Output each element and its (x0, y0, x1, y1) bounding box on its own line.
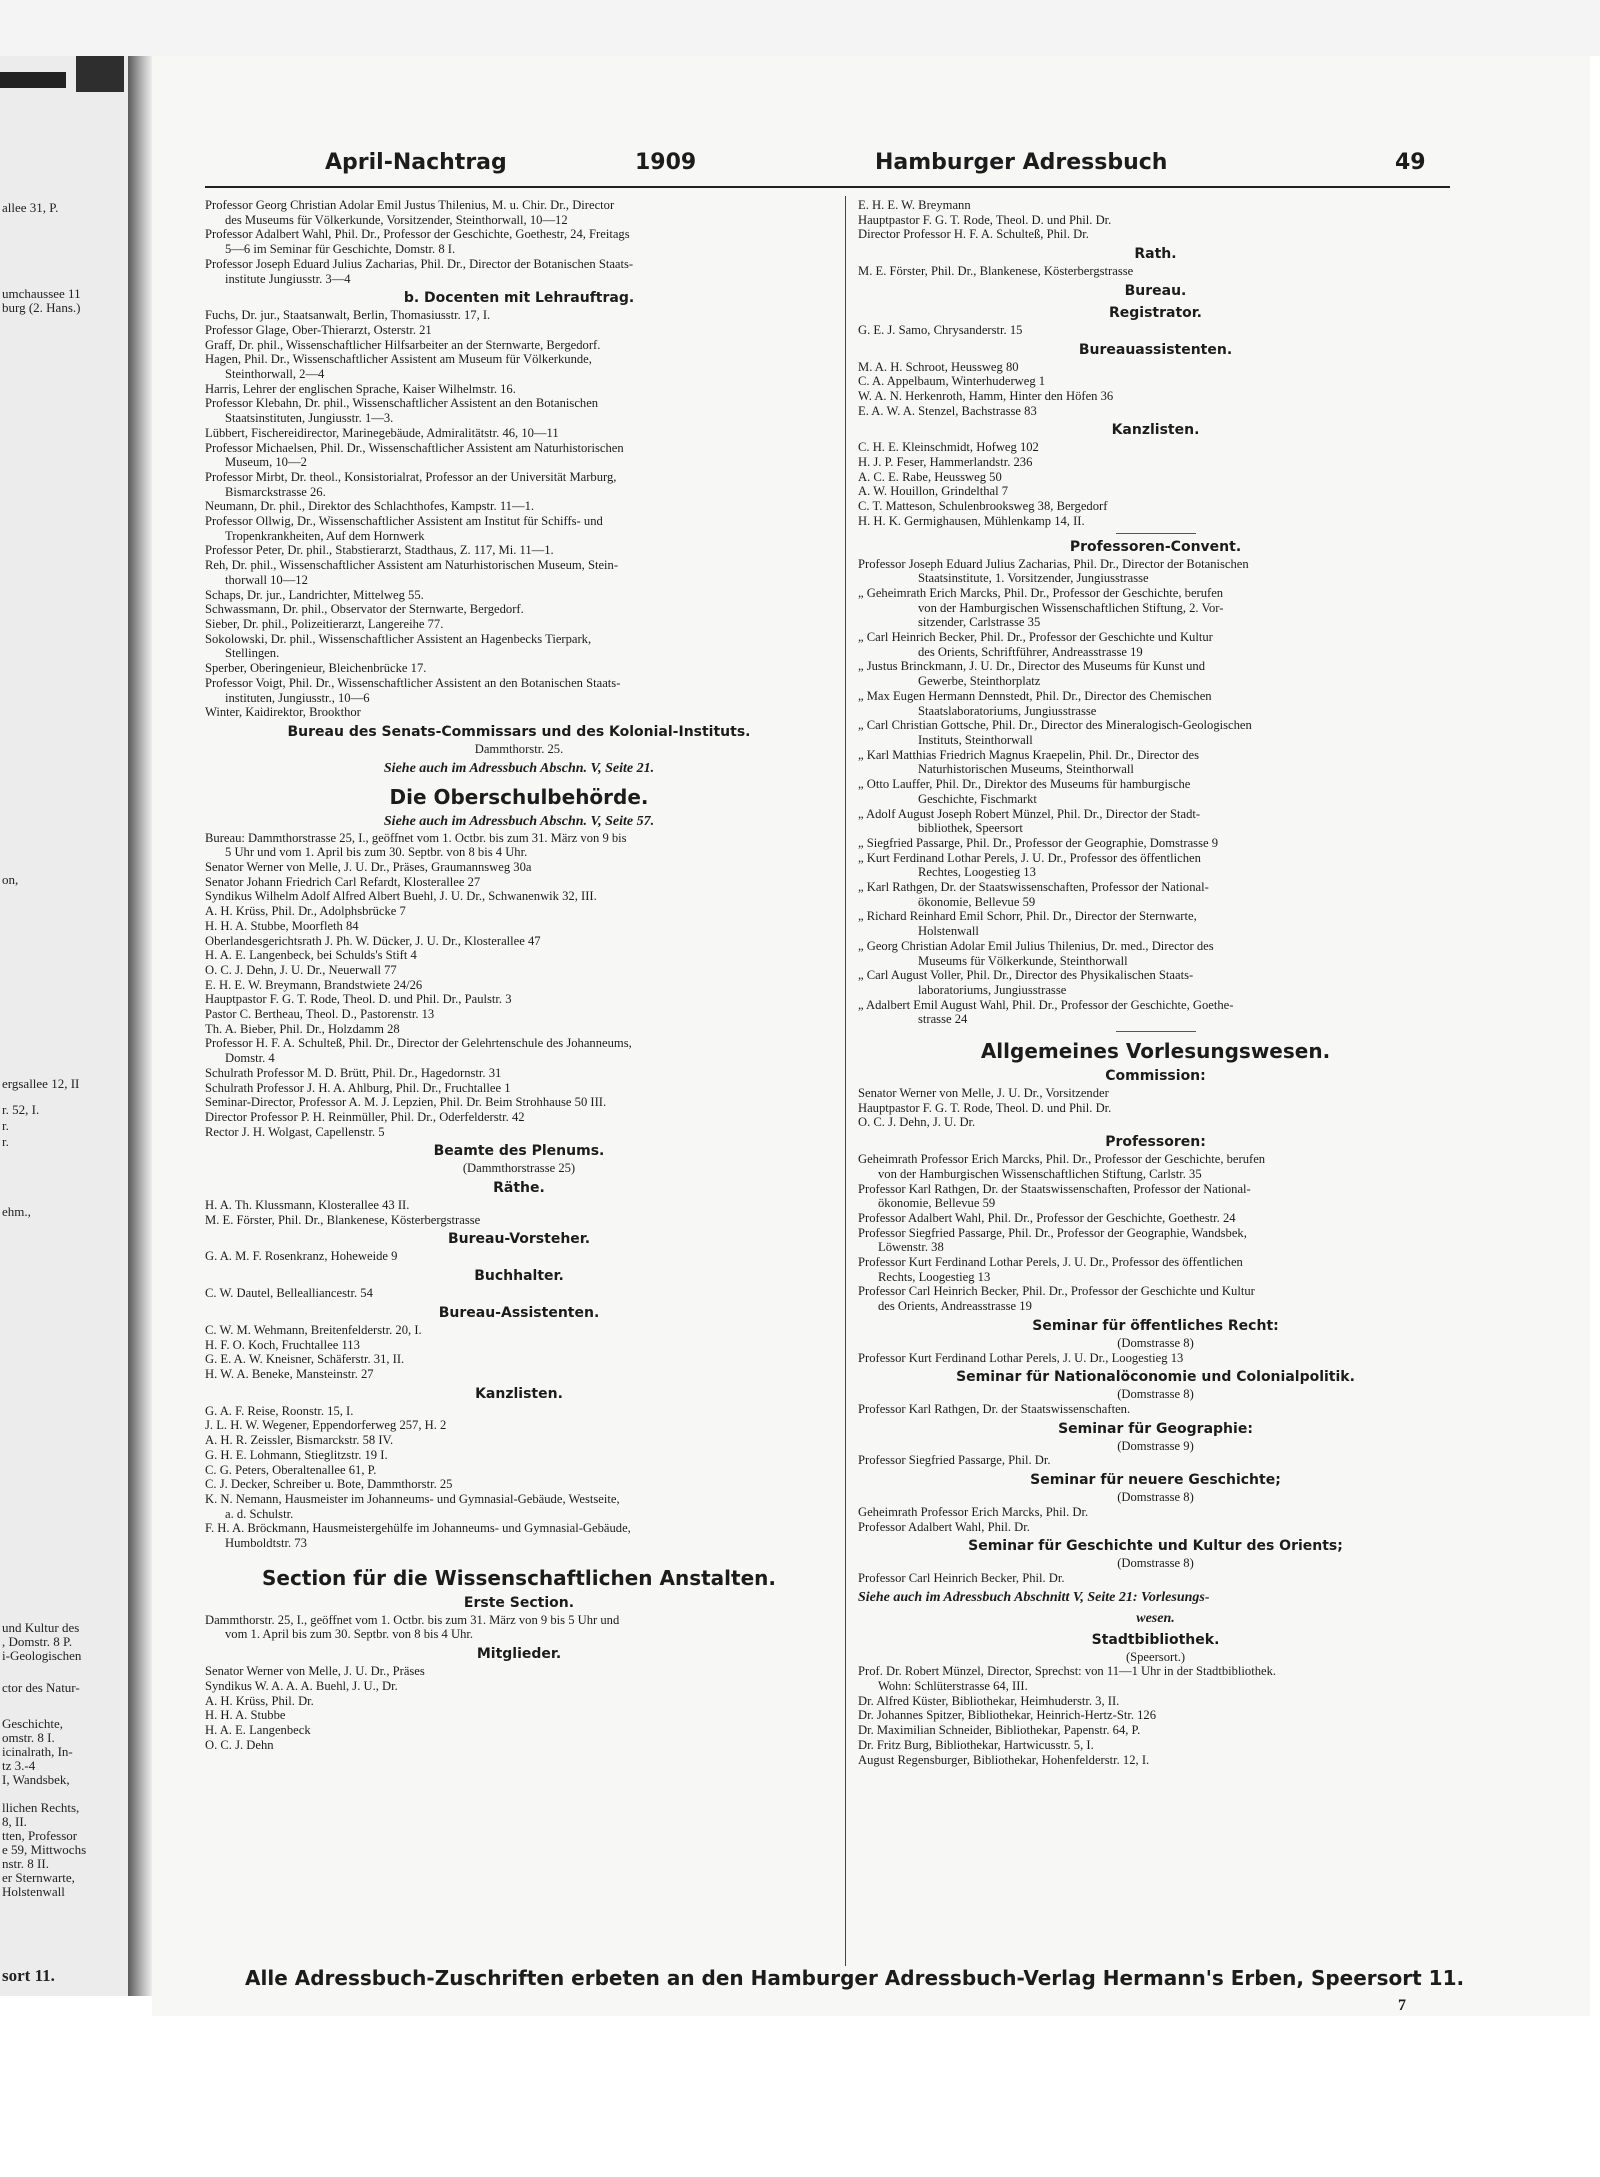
entry-continuation: Domstr. 4 (225, 1051, 275, 1066)
section-address: Dammthorstr. 25. (474, 741, 564, 756)
section-heading: Rath. (1134, 246, 1177, 263)
entry-continuation: bibliothek, Speersort (918, 821, 1023, 836)
header-section: April-Nachtrag (325, 150, 507, 175)
directory-entry: C. W. M. Wehmann, Breitenfelderstr. 20, I. (205, 1322, 422, 1337)
directory-entry: H. A. Th. Klussmann, Klosterallee 43 II. (205, 1198, 410, 1213)
directory-entry: Professor Carl Heinrich Becker, Phil. Dr. (858, 1570, 1065, 1585)
previous-page-text: tten, Professor (2, 1828, 78, 1843)
directory-entry: Professor Adalbert Wahl, Phil. Dr. (858, 1519, 1030, 1534)
directory-entry: Schulrath Professor J. H. A. Ahlburg, Phil. Dr., Fruchtallee 1 (205, 1080, 511, 1095)
directory-entry: Prof. Dr. Robert Münzel, Director, Sprechst: von 11—1 Uhr in der Stadtbibliothek. (858, 1664, 1277, 1679)
entry-continuation: des Museums für Völkerkunde, Vorsitzender, Steinthorwall, 10—12 (225, 212, 568, 227)
directory-entry: Dr. Johannes Spitzer, Bibliothekar, Heinrich-Hertz-Str. 126 (858, 1708, 1157, 1723)
section-heading: b. Docenten mit Lehrauftrag. (403, 290, 635, 307)
directory-entry: E. H. E. W. Breymann (858, 198, 971, 212)
directory-entry: A. H. Krüss, Phil. Dr. (205, 1693, 314, 1708)
directory-entry: Professor Georg Christian Adolar Emil Justus Thilenius, M. u. Chir. Dr., Director (205, 198, 615, 212)
directory-entry: A. C. E. Rabe, Heussweg 50 (858, 469, 1002, 484)
directory-entry: H. H. A. Stubbe (205, 1708, 286, 1723)
section-heading: Seminar für Geographie: (1058, 1420, 1253, 1437)
directory-entry: „ Max Eugen Hermann Dennstedt, Phil. Dr., Director des Chemischen (858, 688, 1212, 703)
directory-entry: Professor Adalbert Wahl, Phil. Dr., Professor der Geschichte, Goethestr. 24 (858, 1210, 1236, 1225)
directory-entry: „ Geheimrath Erich Marcks, Phil. Dr., Professor der Geschichte, berufen (858, 585, 1224, 600)
section-address: (Dammthorstrasse 25) (462, 1161, 576, 1176)
directory-entry: August Regensburger, Bibliothekar, Hohenfelderstr. 12, I. (858, 1752, 1150, 1767)
entry-continuation: Geschichte, Fischmarkt (918, 791, 1037, 806)
entry-continuation: Rechts, Loogestieg 13 (878, 1269, 991, 1284)
directory-entry: G. E. J. Samo, Chrysanderstr. 15 (858, 322, 1023, 337)
previous-page-text: 8, II. (2, 1814, 27, 1829)
previous-page-text: i-Geologischen (2, 1648, 82, 1663)
previous-page-text: e 59, Mittwochs (2, 1842, 87, 1857)
cross-reference: Siehe auch im Adressbuch Abschn. V, Seite 21. (383, 760, 655, 776)
directory-entry: F. H. A. Bröckmann, Hausmeistergehülfe im Johanneums- und Gymnasial-Gebäude, (205, 1521, 631, 1536)
directory-entry: Professor Carl Heinrich Becker, Phil. Dr., Professor der Geschichte und Kultur (858, 1284, 1255, 1299)
entry-continuation: institute Jungiusstr. 3—4 (225, 271, 351, 286)
directory-entry: Professor Siegfried Passarge, Phil. Dr. (858, 1453, 1051, 1468)
entry-continuation: Staatslaboratoriums, Jungiusstrasse (918, 703, 1097, 718)
directory-entry: H. H. K. Germighausen, Mühlenkamp 14, II. (858, 513, 1085, 528)
cross-reference: Siehe auch im Adressbuch Abschnitt V, Seite 21: Vorlesungs- (858, 1589, 1210, 1605)
section-heading: Bureau. (1124, 282, 1187, 299)
directory-entry: Oberlandesgerichtsrath J. Ph. W. Dücker, J. U. Dr., Klosterallee 47 (205, 933, 541, 948)
directory-entry: „ Adolf August Joseph Robert Münzel, Phil. Dr., Director der Stadt- (858, 806, 1201, 821)
section-address: (Domstrasse 8) (1117, 1490, 1194, 1505)
directory-entry: Professor Klebahn, Dr. phil., Wissenschaftlicher Assistent an den Botanischen (205, 396, 599, 411)
section-heading: Registrator. (1108, 304, 1202, 321)
previous-page-text: r. (2, 1134, 9, 1149)
directory-entry: Professor Karl Rathgen, Dr. der Staatswissenschaften. (858, 1402, 1131, 1416)
section-heading: Commission: (1105, 1068, 1206, 1085)
directory-entry: Professor Joseph Eduard Julius Zacharias, Phil. Dr., Director der Botanischen Staats- (205, 256, 634, 271)
directory-entry: Professor Mirbt, Dr. theol., Konsistorialrat, Professor an der Universität Marburg, (205, 469, 617, 484)
directory-entry: O. C. J. Dehn, J. U. Dr., Neuerwall 77 (205, 962, 397, 977)
cross-reference: wesen. (1136, 1610, 1175, 1626)
previous-page-text: on, (2, 872, 19, 887)
directory-entry: Senator Werner von Melle, J. U. Dr., Präses, Graumannsweg 30a (205, 860, 532, 875)
entry-continuation: von der Hamburgischen Wissenschaftlichen Stiftung, Carlstr. 35 (878, 1166, 1202, 1181)
directory-entry: M. E. Förster, Phil. Dr., Blankenese, Kösterbergstrasse (205, 1212, 481, 1227)
section-heading: Bureauassistenten. (1078, 341, 1233, 358)
entry-continuation: a. d. Schulstr. (225, 1506, 294, 1521)
previous-page-text: ctor des Natur- (2, 1680, 80, 1695)
cross-reference: Siehe auch im Adressbuch Abschn. V, Seite 57. (383, 813, 655, 829)
directory-entry: E. A. W. A. Stenzel, Bachstrasse 83 (858, 403, 1037, 418)
directory-entry: Director Professor P. H. Reinmüller, Phil. Dr., Oderfelderstr. 42 (205, 1109, 525, 1124)
directory-entry: Professor Ollwig, Dr., Wissenschaftlicher Assistent am Institut für Schiffs- und (205, 514, 603, 529)
section-heading: Professoren-Convent. (1069, 538, 1242, 555)
directory-entry: Professor H. F. A. Schulteß, Phil. Dr., Director der Gelehrtenschule des Johanneums, (205, 1036, 632, 1051)
directory-entry: Geheimrath Professor Erich Marcks, Phil. Dr. (858, 1504, 1089, 1519)
entry-continuation: ökonomie, Bellevue 59 (878, 1196, 996, 1211)
previous-page-text: Holstenwall (2, 1884, 65, 1899)
entry-continuation: instituten, Jungiusstr., 10—6 (225, 690, 370, 705)
directory-entry: Th. A. Bieber, Phil. Dr., Holzdamm 28 (205, 1021, 400, 1036)
entry-continuation: ökonomie, Bellevue 59 (918, 894, 1036, 909)
directory-entry: Reh, Dr. phil., Wissenschaftlicher Assistent am Naturhistorischen Museum, Stein- (205, 558, 619, 573)
directory-entry: Fuchs, Dr. jur., Staatsanwalt, Berlin, Thomasiusstr. 17, I. (205, 308, 491, 323)
directory-entry: M. A. H. Schroot, Heussweg 80 (858, 359, 1019, 374)
section-heading: Seminar für öffentliches Recht: (1032, 1317, 1279, 1334)
directory-entry: Neumann, Dr. phil., Direktor des Schlachthofes, Kampstr. 11—1. (205, 499, 535, 514)
directory-entry: Director Professor H. F. A. Schulteß, Phil. Dr. (858, 227, 1089, 242)
directory-entry: Dr. Alfred Küster, Bibliothekar, Heimhuderstr. 3, II. (858, 1693, 1120, 1708)
directory-entry: Senator Johann Friedrich Carl Refardt, Klosterallee 27 (205, 874, 481, 889)
directory-entry: Sieber, Dr. phil., Polizeitierarzt, Langereihe 77. (205, 616, 444, 631)
entry-continuation: Staatsinstitute, 1. Vorsitzender, Jungiusstrasse (918, 571, 1149, 586)
directory-entry: Senator Werner von Melle, J. U. Dr., Vorsitzender (858, 1086, 1109, 1101)
previous-page-text: allee 31, P. (2, 200, 59, 215)
header-page-number: 49 (1395, 150, 1426, 175)
directory-entry: Schwassmann, Dr. phil., Observator der Sternwarte, Bergedorf. (205, 602, 524, 617)
section-address: (Domstrasse 8) (1117, 1556, 1194, 1571)
entry-continuation: Holstenwall (918, 924, 979, 939)
directory-entry: K. N. Nemann, Hausmeister im Johanneums- und Gymnasial-Gebäude, Westseite, (205, 1491, 620, 1506)
entry-continuation: Museums für Völkerkunde, Steinthorwall (918, 953, 1128, 968)
directory-entry: „ Adalbert Emil August Wahl, Phil. Dr., Professor der Geschichte, Goethe- (858, 997, 1234, 1012)
previous-page-footer: sort 11. (2, 1966, 55, 1985)
separator-rule (1116, 1031, 1196, 1032)
entry-continuation: des Orients, Andreasstrasse 19 (878, 1299, 1032, 1314)
previous-page-text: , Domstr. 8 P. (2, 1634, 73, 1649)
directory-entry: „ Otto Lauffer, Phil. Dr., Direktor des Museums für hamburgische (858, 777, 1191, 792)
directory-entry: Professor Glage, Ober-Thierarzt, Osterstr. 21 (205, 322, 432, 337)
directory-entry: Rector J. H. Wolgast, Capellenstr. 5 (205, 1124, 385, 1139)
column-divider (845, 196, 846, 1966)
page-footer: Alle Adressbuch-Zuschriften erbeten an den Hamburger Adressbuch-Verlag Hermann's Erben, Speersort 11. (245, 1966, 1465, 1990)
previous-page-text: Geschichte, (2, 1716, 64, 1731)
previous-page-fragment (0, 56, 128, 1996)
directory-entry: G. H. E. Lohmann, Stieglitzstr. 19 I. (205, 1447, 388, 1462)
directory-entry: E. H. E. W. Breymann, Brandstwiete 24/26 (205, 977, 423, 992)
entry-continuation: Tropenkrankheiten, Auf dem Hornwerk (225, 528, 425, 543)
directory-entry: G. E. A. W. Kneisner, Schäferstr. 31, II. (205, 1352, 405, 1367)
directory-entry: Pastor C. Bertheau, Theol. D., Pastorenstr. 13 (205, 1007, 435, 1022)
section-title: Allgemeines Vorlesungswesen. (980, 1039, 1331, 1064)
directory-entry: Hauptpastor F. G. T. Rode, Theol. D. und Phil. Dr., Paulstr. 3 (205, 992, 512, 1007)
previous-page-text: ergsallee 12, II (2, 1076, 80, 1091)
directory-entry: Hauptpastor F. G. T. Rode, Theol. D. und Phil. Dr. (858, 1100, 1112, 1115)
directory-entry: Graff, Dr. phil., Wissenschaftlicher Hilfsarbeiter an der Sternwarte, Bergedorf. (205, 337, 601, 352)
directory-entry: M. E. Förster, Phil. Dr., Blankenese, Kösterbergstrasse (858, 264, 1134, 279)
directory-entry: G. A. M. F. Rosenkranz, Hoheweide 9 (205, 1249, 398, 1264)
entry-continuation: Steinthorwall, 2—4 (225, 367, 325, 382)
section-heading: Kanzlisten. (475, 1385, 563, 1402)
entry-continuation: strasse 24 (918, 1012, 968, 1027)
entry-continuation: 5—6 im Seminar für Geschichte, Domstr. 8 I. (225, 242, 456, 257)
directory-entry: „ Richard Reinhard Emil Schorr, Phil. Dr., Director der Sternwarte, (858, 909, 1197, 924)
signature-mark: 7 (1398, 1997, 1406, 2014)
directory-entry: H. A. E. Langenbeck, bei Schulds's Stift 4 (205, 948, 417, 963)
previous-page-text: nstr. 8 II. (2, 1856, 49, 1871)
section-heading: Mitglieder. (476, 1646, 562, 1663)
section-address: (Domstrasse 8) (1117, 1387, 1194, 1402)
previous-page-text: und Kultur des (2, 1620, 80, 1635)
directory-entry: Professor Michaelsen, Phil. Dr., Wissenschaftlicher Assistent am Naturhistorischen (205, 440, 624, 455)
directory-entry: O. C. J. Dehn (205, 1737, 274, 1752)
section-heading: Kanzlisten. (1111, 422, 1200, 439)
left-column (205, 198, 833, 1752)
directory-entry: Sperber, Oberingenieur, Bleichenbrücke 17. (205, 661, 427, 676)
directory-entry: A. H. Krüss, Phil. Dr., Adolphsbrücke 7 (205, 904, 406, 919)
directory-entry: H. W. A. Beneke, Mansteinstr. 27 (205, 1367, 374, 1381)
spacer (205, 1551, 833, 1559)
right-column (858, 198, 1453, 1767)
directory-entry: C. J. Decker, Schreiber u. Bote, Dammthorstr. 25 (205, 1477, 453, 1492)
directory-entry: J. L. H. W. Wegener, Eppendorferweg 257, H. 2 (205, 1418, 447, 1433)
scan-mark (0, 72, 66, 88)
directory-entry: Professor Adalbert Wahl, Phil. Dr., Professor der Geschichte, Goethestr, 24, Freitags (205, 227, 630, 242)
directory-entry: „ Georg Christian Adolar Emil Julius Thilenius, Dr. med., Director des (858, 938, 1214, 953)
directory-entry: C. T. Matteson, Schulenbrooksweg 38, Bergedorf (858, 499, 1108, 514)
entry-continuation: sitzender, Carlstrasse 35 (918, 615, 1041, 630)
separator-rule (1116, 533, 1196, 534)
directory-entry: C. H. E. Kleinschmidt, Hofweg 102 (858, 440, 1039, 455)
entry-continuation: vom 1. April bis zum 30. Septbr. von 8 bis 4 Uhr. (225, 1627, 474, 1642)
previous-page-text: burg (2. Hans.) (2, 300, 81, 315)
directory-entry: A. H. R. Zeissler, Bismarckstr. 58 IV. (205, 1433, 394, 1448)
directory-entry: Hagen, Phil. Dr., Wissenschaftlicher Assistent am Museum für Völkerkunde, (205, 352, 592, 367)
previous-page-text: r. 52, I. (2, 1102, 40, 1117)
directory-entry: Lübbert, Fischereidirector, Marinegebäude, Admiralitätstr. 46, 10—11 (205, 425, 559, 440)
directory-entry: „ Siegfried Passarge, Phil. Dr., Professor der Geographie, Domstrasse 9 (858, 835, 1219, 850)
entry-continuation: Humboldtstr. 73 (225, 1536, 307, 1551)
section-heading: Professoren: (1105, 1134, 1206, 1151)
directory-entry: „ Justus Brinckmann, J. U. Dr., Director des Museums für Kunst und (858, 659, 1205, 674)
section-heading: Buchhalter. (474, 1268, 564, 1285)
book-gutter (128, 56, 152, 1996)
page-header (205, 146, 1450, 188)
directory-entry: Syndikus W. A. A. A. Buehl, J. U., Dr. (205, 1678, 398, 1693)
previous-page-text: ehm., (2, 1204, 31, 1219)
header-year: 1909 (635, 150, 697, 175)
directory-entry: A. W. Houillon, Grindelthal 7 (858, 484, 1009, 499)
directory-entry: Sokolowski, Dr. phil., Wissenschaftlicher Assistent an Hagenbecks Tierpark, (205, 631, 592, 646)
directory-entry: G. A. F. Reise, Roonstr. 15, I. (205, 1403, 354, 1418)
entry-continuation: des Orients, Schriftführer, Andreasstrasse 19 (918, 644, 1143, 659)
previous-page-text: umchaussee 11 (2, 286, 81, 301)
section-address: (Domstrasse 9) (1117, 1438, 1194, 1453)
previous-page-text: tz 3.-4 (2, 1758, 36, 1773)
section-heading: Seminar für Nationalöconomie und Colonialpolitik. (956, 1369, 1355, 1386)
entry-continuation: Löwenstr. 38 (878, 1240, 944, 1255)
directory-entry: Winter, Kaidirektor, Brookthor (205, 705, 361, 720)
entry-continuation: von der Hamburgischen Wissenschaftlichen Stiftung, 2. Vor- (918, 600, 1224, 615)
directory-entry: Dr. Fritz Burg, Bibliothekar, Hartwicusstr. 5, I. (858, 1737, 1094, 1752)
directory-entry: C. G. Peters, Oberaltenallee 61, P. (205, 1462, 377, 1477)
directory-entry: „ Karl Matthias Friedrich Magnus Kraepelin, Phil. Dr., Director des (858, 747, 1199, 762)
directory-entry: Professor Voigt, Phil. Dr., Wissenschaftlicher Assistent an den Botanischen Staats- (205, 675, 621, 690)
section-address: (Domstrasse 8) (1117, 1335, 1194, 1350)
directory-entry: Schaps, Dr. jur., Landrichter, Mittelweg 55. (205, 587, 424, 602)
directory-entry: Professor Kurt Ferdinand Lothar Perels, J. U. Dr., Professor des öffentlichen (858, 1255, 1243, 1270)
directory-entry: Senator Werner von Melle, J. U. Dr., Präses (205, 1664, 425, 1679)
directory-entry: Dr. Maximilian Schneider, Bibliothekar, Papenstr. 64, P. (858, 1723, 1141, 1738)
previous-page-text: er Sternwarte, (2, 1870, 75, 1885)
section-title: Section für die Wissenschaftlichen Anstalten. (262, 1565, 776, 1590)
directory-entry: „ Carl Heinrich Becker, Phil. Dr., Professor der Geschichte und Kultur (858, 630, 1213, 645)
section-heading: Seminar für neuere Geschichte; (1030, 1472, 1281, 1489)
directory-entry: Professor Siegfried Passarge, Phil. Dr., Professor der Geographie, Wandsbek, (858, 1225, 1247, 1240)
entry-continuation: Rechtes, Loogestieg 13 (918, 865, 1036, 880)
section-heading: Beamte des Plenums. (433, 1143, 605, 1160)
directory-entry: Schulrath Professor M. D. Brütt, Phil. Dr., Hagedornstr. 31 (205, 1065, 502, 1080)
directory-entry: Professor Joseph Eduard Julius Zacharias, Phil. Dr., Director der Botanischen (858, 556, 1249, 571)
directory-entry: Professor Peter, Dr. phil., Stabstierarzt, Stadthaus, Z. 117, Mi. 11—1. (205, 543, 554, 558)
directory-entry: Geheimrath Professor Erich Marcks, Phil. Dr., Professor der Geschichte, berufen (858, 1152, 1266, 1167)
section-heading: Bureau-Vorsteher. (447, 1231, 591, 1248)
section-heading: Bureau des Senats-Commissars und des Kolonial-Instituts. (287, 723, 751, 740)
directory-entry: C. W. Dautel, Bellealliancestr. 54 (205, 1286, 373, 1301)
directory-entry: „ Carl Christian Gottsche, Phil. Dr., Director des Mineralogisch-Geologischen (858, 718, 1252, 733)
directory-entry: „ Carl August Voller, Phil. Dr., Director des Physikalischen Staats- (858, 968, 1194, 983)
scan-mark (76, 56, 124, 92)
entry-continuation: Naturhistorischen Museums, Steinthorwall (918, 762, 1134, 777)
section-heading: Räthe. (493, 1180, 545, 1197)
section-heading: Bureau-Assistenten. (438, 1304, 600, 1321)
previous-page-text: I, Wandsbek, (2, 1772, 70, 1787)
directory-entry: Dammthorstr. 25, I., geöffnet vom 1. Octbr. bis zum 31. März von 9 bis 5 Uhr und (205, 1612, 620, 1627)
section-heading: Stadtbibliothek. (1091, 1631, 1220, 1648)
directory-entry: W. A. N. Herkenroth, Hamm, Hinter den Höfen 36 (858, 388, 1114, 403)
section-heading: Seminar für Geschichte und Kultur des Orients; (968, 1538, 1343, 1555)
previous-page-text: icinalrath, In- (2, 1744, 73, 1759)
entry-continuation: thorwall 10—12 (225, 572, 308, 587)
scan-border (0, 0, 1600, 56)
directory-entry: „ Kurt Ferdinand Lothar Perels, J. U. Dr., Professor des öffentlichen (858, 850, 1201, 865)
directory-entry: O. C. J. Dehn, J. U. Dr. (858, 1115, 976, 1130)
directory-entry: H. H. A. Stubbe, Moorfleth 84 (205, 918, 359, 933)
entry-continuation: Museum, 10—2 (225, 455, 307, 470)
previous-page-text: r. (2, 1118, 9, 1133)
previous-page-text: omstr. 8 I. (2, 1730, 55, 1745)
section-heading: Erste Section. (463, 1594, 575, 1611)
entry-continuation: 5 Uhr und vom 1. April bis zum 30. Septbr. von 8 bis 4 Uhr. (225, 845, 528, 860)
section-address: (Speersort.) (1125, 1649, 1186, 1664)
directory-entry: „ Karl Rathgen, Dr. der Staatswissenschaften, Professor der National- (858, 880, 1209, 895)
directory-entry: Hauptpastor F. G. T. Rode, Theol. D. und Phil. Dr. (858, 212, 1112, 227)
directory-entry: Professor Karl Rathgen, Dr. der Staatswissenschaften, Professor der National- (858, 1181, 1251, 1196)
entry-continuation: Wohn: Schlüterstrasse 64, III. (878, 1679, 1028, 1694)
entry-continuation: Staatsinstituten, Jungiusstr. 1—3. (225, 411, 394, 426)
directory-entry: H. J. P. Feser, Hammerlandstr. 236 (858, 455, 1033, 470)
header-title: Hamburger Adressbuch (875, 150, 1168, 175)
entry-continuation: Stellingen. (225, 646, 280, 661)
directory-entry: H. A. E. Langenbeck (205, 1722, 311, 1737)
entry-continuation: Bismarckstrasse 26. (225, 484, 326, 499)
previous-page-text: llichen Rechts, (2, 1800, 80, 1815)
directory-entry: Bureau: Dammthorstrasse 25, I., geöffnet vom 1. Octbr. bis zum 31. März von 9 bis (205, 830, 627, 845)
directory-entry: Seminar-Director, Professor A. M. J. Lepzien, Phil. Dr. Beim Strohhause 50 III. (205, 1095, 607, 1110)
directory-entry: Professor Kurt Ferdinand Lothar Perels, J. U. Dr., Loogestieg 13 (858, 1350, 1184, 1365)
directory-entry: C. A. Appelbaum, Winterhuderweg 1 (858, 374, 1046, 389)
directory-entry: Harris, Lehrer der englischen Sprache, Kaiser Wilhelmstr. 16. (205, 381, 516, 396)
directory-entry: Syndikus Wilhelm Adolf Alfred Albert Buehl, J. U. Dr., Schwanenwik 32, III. (205, 889, 597, 904)
entry-continuation: Gewerbe, Steinthorplatz (918, 674, 1041, 689)
directory-entry: H. F. O. Koch, Fruchtallee 113 (205, 1337, 360, 1352)
entry-continuation: laboratoriums, Jungiusstrasse (918, 982, 1067, 997)
entry-continuation: Instituts, Steinthorwall (918, 732, 1033, 747)
section-title: Die Oberschulbehörde. (389, 784, 649, 809)
